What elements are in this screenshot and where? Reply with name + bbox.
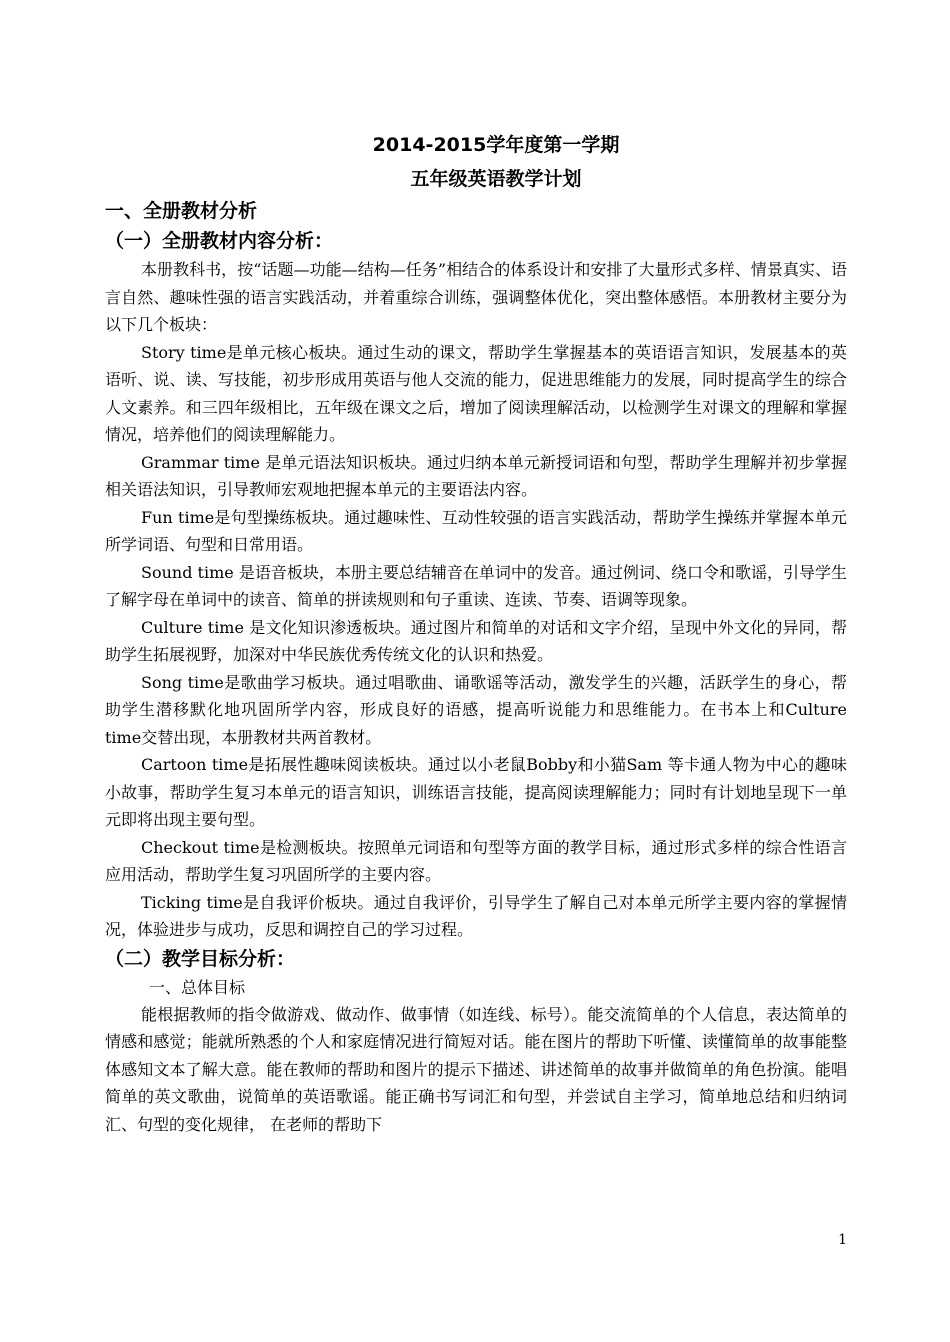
paragraph: Cartoon time是拓展性趣味阅读板块。通过以小老鼠Bobby和小猫Sam 等卡通人物为中心的趣味小故事，帮助学生复习本单元的语言知识，训练语言技能，提高阅读理解能力；同时有计划地呈现下一单元即将出现主要句型。 [105,755,847,829]
document-body [105,128,847,1138]
section1-heading: 一、全册教材分析 [105,200,258,222]
page-number: 1 [838,1232,847,1248]
paragraph: Ticking time是自我评价板块。通过自我评价，引导学生了解自己对本单元所学主要内容的掌握情况，体验进步与成功，反思和调控自己的学习过程。 [105,892,847,939]
paragraph: Story time是单元核心板块。通过生动的课文，帮助学生掌握基本的英语语言知识，发展基本的英语听、说、读、写技能，初步形成用英语与他人交流的能力，促进思维能力的发展，同时提高学生的综合人文素养。和三四年级相比，五年级在课文之后，增加了阅读理解活动，以检测学生对课文的理解和掌握情况，培养他们的阅读理解能力。 [105,342,847,444]
document-title-line2: 五年级英语教学计划 [410,168,582,190]
paragraph: Song time是歌曲学习板块。通过唱歌曲、诵歌谣等活动，激发学生的兴趣，活跃学生的身心，帮助学生潜移默化地巩固所学内容，形成良好的语感，提高听说能力和思维能力。在书本上和Culture time交替出现，本册教材共两首教材。 [105,672,847,747]
section1-sub1-heading: （一）全册教材内容分析： [105,230,334,252]
paragraph-group-1 [105,256,847,944]
paragraph-group-2 [105,1001,847,1139]
paragraph: Checkout time是检测板块。按照单元词语和句型等方面的教学目标，通过形式多样的综合性语言应用活动，帮助学生复习巩固所学的主要内容。 [105,837,847,884]
paragraph: Grammar time 是单元语法知识板块。通过归纳本单元新授词语和句型，帮助学生理解并初步掌握相关语法知识，引导教师宏观地把握本单元的主要语法内容。 [105,452,847,499]
paragraph: Culture time 是文化知识渗透板块。通过图片和简单的对话和文字介绍，呈现中外文化的异同，帮助学生拓展视野，加深对中华民族优秀传统文化的认识和热爱。 [105,617,847,664]
document-title-line1: 2014-2015学年度第一学期 [372,134,620,156]
sub2-item1-heading: 一、总体目标 [149,977,246,997]
paragraph: 能根据教师的指令做游戏、做动作、做事情（如连线、标号）。能交流简单的个人信息，表达简单的情感和感觉；能就所熟悉的个人和家庭情况进行简短对话。能在图片的帮助下听懂、读懂简单的故事能整体感知文本了解大意。能在教师的帮助和图片的提示下描述、讲述简单的故事并做简单的角色扮演。能唱简单的英文歌曲，说简单的英语歌谣。能正确书写词汇和句型，并尝试自主学习，简单地总结和归纳词汇、句型的变化规律， 在老师的帮助下 [105,1004,847,1134]
section1-sub2-heading: （二）教学目标分析： [105,947,296,970]
paragraph: Fun time是句型操练板块。通过趣味性、互动性较强的语言实践活动，帮助学生操练并掌握本单元所学词语、句型和日常用语。 [105,507,847,554]
paragraph: 本册教科书，按“话题—功能—结构—任务”相结合的体系设计和安排了大量形式多样、情景真实、语言自然、趣味性强的语言实践活动，并着重综合训练，强调整体优化，突出整体感悟。本册教材主要分为以下几个板块： [105,260,847,334]
paragraph: Sound time 是语音板块，本册主要总结辅音在单词中的发音。通过例词、绕口令和歌谣，引导学生了解字母在单词中的读音、简单的拼读规则和句子重读、连读、节奏、语调等现象。 [105,562,847,609]
